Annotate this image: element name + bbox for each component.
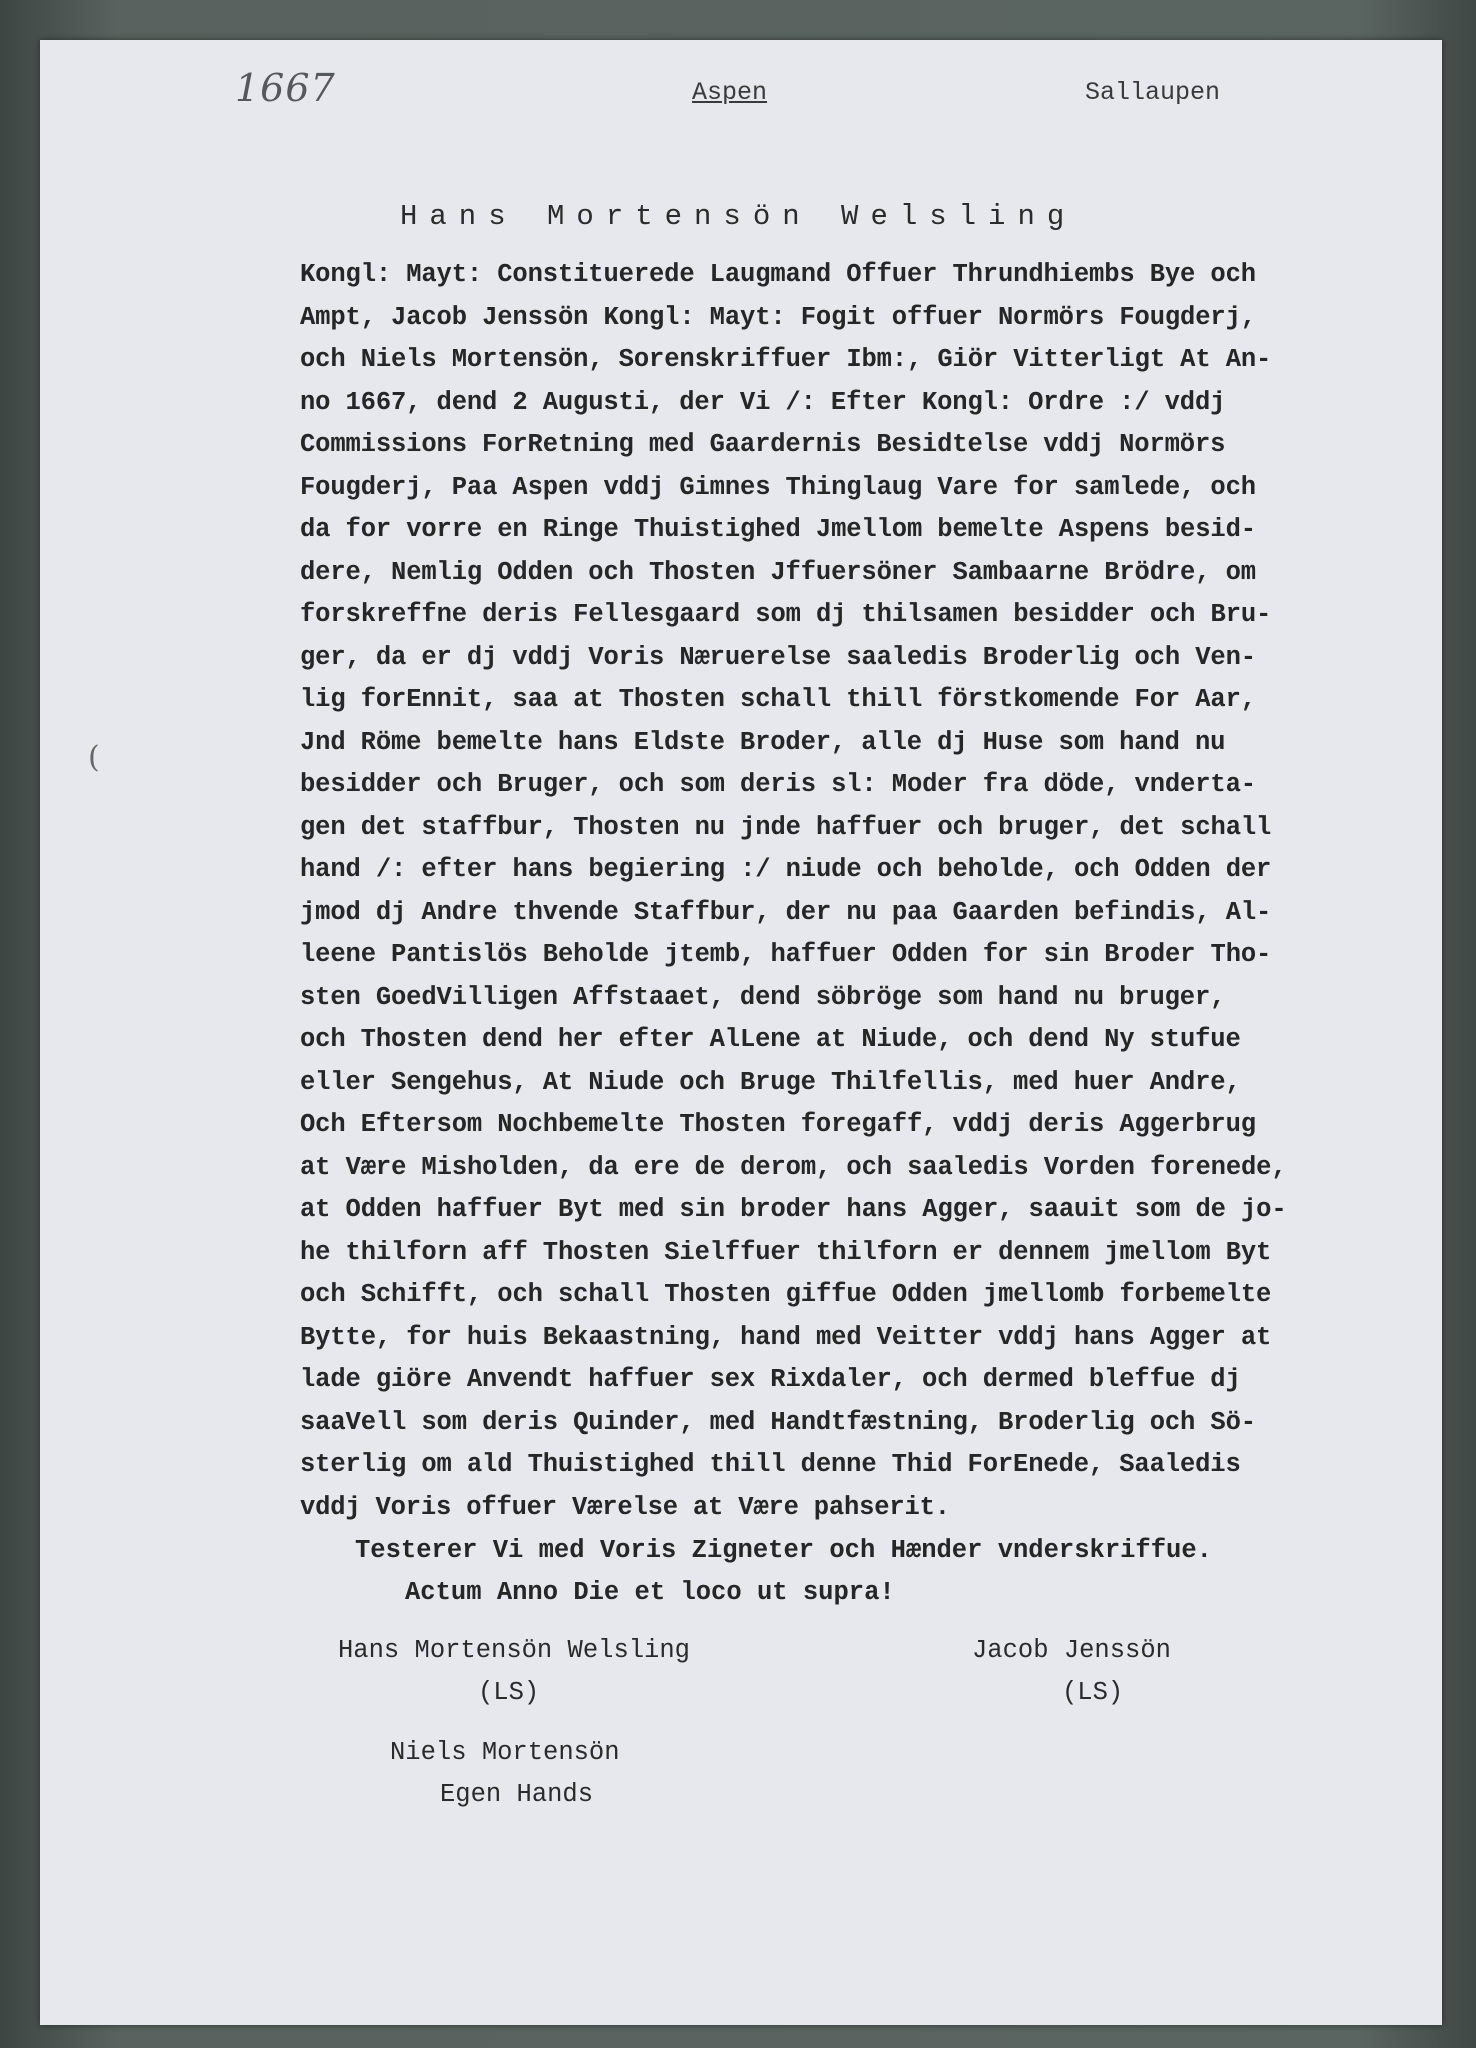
body-line: hand /: efter hans begiering :/ niude och beholde, och Odden der — [300, 855, 1272, 884]
signature-right-seal: (LS) — [1062, 1678, 1124, 1707]
body-line: Jnd Röme bemelte hans Eldste Broder, alle dj Huse som hand nu — [300, 727, 1226, 757]
body-line: Bytte, for huis Bekaastning, hand med Veitter vddj hans Agger at — [300, 1322, 1272, 1352]
body-line: da for vorre en Ringe Thuistighed Jmellom bemelte Aspens besid- — [300, 515, 1256, 544]
archive-number: 1667 — [235, 66, 336, 110]
body-line: Och Eftersom Nochbemelte Thosten foregaff, vddj deris Aggerbrug — [300, 1110, 1256, 1139]
body-line: vddj Voris offuer Værelse at Være pahserit. — [300, 1492, 950, 1522]
signature-left-seal: (LS) — [478, 1678, 540, 1707]
body-line: no 1667, dend 2 Augusti, der Vi /: Efter Kongl: Ordre :/ vddj — [300, 387, 1226, 417]
closing-actum: Actum Anno Die et loco ut supra! — [405, 1578, 895, 1607]
body-line: Kongl: Mayt: Constituerede Laugmand Offuer Thrundhiembs Bye och — [300, 260, 1256, 289]
body-line: saaVell som deris Quinder, med Handtfæstning, Broderlig och Sö- — [300, 1407, 1256, 1437]
document-title: Hans Mortensön Welsling — [400, 200, 1077, 233]
body-line: forskreffne deris Fellesgaard som dj thilsamen besidder och Bru- — [300, 600, 1272, 629]
body-line: lade giöre Anvendt haffuer sex Rixdaler, och dermed bleffue dj — [300, 1365, 1241, 1394]
body-line: he thilforn aff Thosten Sielffuer thilforn er dennem jmellom Byt — [300, 1237, 1272, 1267]
signature-right-name: Jacob Jenssön — [972, 1636, 1171, 1665]
body-line: Ampt, Jacob Jenssön Kongl: Mayt: Fogit offuer Normörs Fougderj, — [300, 302, 1256, 332]
signature-left-name: Hans Mortensön Welsling — [338, 1636, 690, 1665]
margin-mark: ( — [88, 740, 100, 775]
body-line: leene Pantislös Beholde jtemb, haffuer Odden for sin Broder Tho- — [300, 940, 1272, 969]
body-line: sten GoedVilligen Affstaaet, dend söbröge som hand nu bruger, — [300, 982, 1226, 1012]
body-line: Fougderj, Paa Aspen vddj Gimnes Thinglaug Vare for samlede, och — [300, 472, 1256, 502]
closing-testimony: Testerer Vi med Voris Zigneter och Hænder vnderskriffue. — [355, 1536, 1212, 1565]
document-body — [300, 254, 1420, 1529]
body-line: Commissions ForRetning med Gaardernis Besidtelse vddj Normörs — [300, 430, 1226, 459]
body-line: at Være Misholden, da ere de derom, och saaledis Vorden forenede, — [300, 1152, 1287, 1182]
place-heading-left: Aspen — [692, 78, 768, 107]
body-line: och Thosten dend her efter AlLene at Niude, och dend Ny stufue — [300, 1025, 1241, 1054]
body-line: och Niels Mortensön, Sorenskriffuer Ibm:, Giör Vitterligt At An- — [300, 345, 1272, 374]
signature-bottom-note: Egen Hands — [440, 1780, 594, 1809]
body-line: och Schifft, och schall Thosten giffue Odden jmellomb forbemelte — [300, 1280, 1272, 1309]
body-line: besidder och Bruger, och som deris sl: Moder fra döde, vnderta- — [300, 770, 1256, 799]
body-line: eller Sengehus, At Niude och Bruge Thilfellis, med huer Andre, — [300, 1067, 1241, 1097]
body-line: sterlig om ald Thuistighed thill denne Thid ForEnede, Saaledis — [300, 1450, 1241, 1479]
body-line: gen det staffbur, Thosten nu jnde haffuer och bruger, det schall — [300, 812, 1272, 842]
body-line: lig forEnnit, saa at Thosten schall thill förstkomende For Aar, — [300, 685, 1256, 714]
body-line: ger, da er dj vddj Voris Næruerelse saaledis Broderlig och Ven- — [300, 642, 1256, 672]
body-line: jmod dj Andre thvende Staffbur, der nu paa Gaarden befindis, Al- — [300, 897, 1272, 927]
body-line: dere, Nemlig Odden och Thosten Jffuersöner Sambaarne Brödre, om — [300, 557, 1256, 587]
signature-bottom-name: Niels Mortensön — [390, 1738, 620, 1767]
place-heading-right: Sallaupen — [1085, 78, 1221, 107]
body-line: at Odden haffuer Byt med sin broder hans Agger, saauit som de jo- — [300, 1195, 1287, 1224]
